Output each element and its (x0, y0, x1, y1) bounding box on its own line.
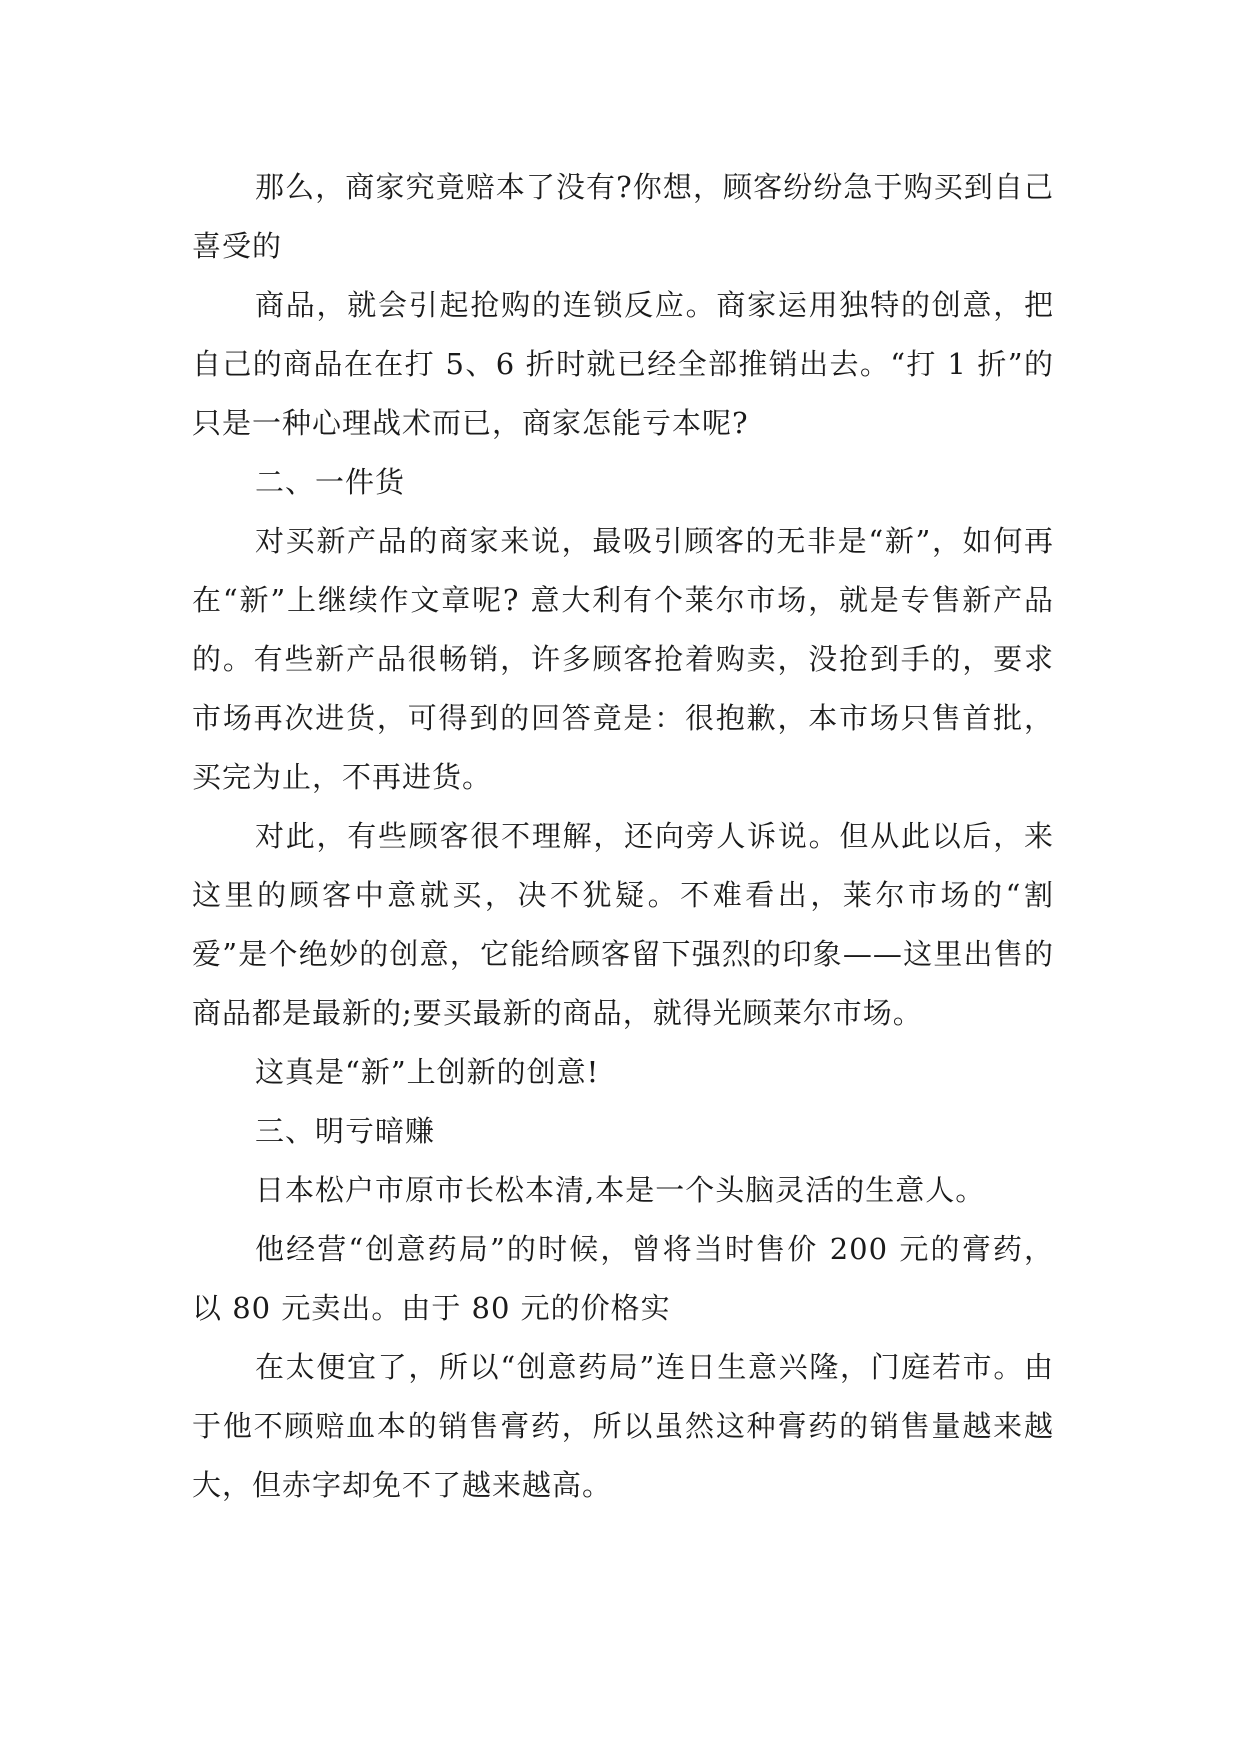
paragraph: 商品，就会引起抢购的连锁反应。商家运用独特的创意，把自己的商品在在打 5、6 折时就已经全部推销出去。“打 1 折”的只是一种心理战术而已，商家怎能亏本呢? (192, 288, 1054, 440)
paragraph: 对此，有些顾客很不理解，还向旁人诉说。但从此以后，来这里的顾客中意就买，决不犹疑。不难看出，莱尔市场的“割爱”是个绝妙的创意，它能给顾客留下强烈的印象——这里出售的商品都是最新的;要买最新的商品，就得光顾莱尔市场。 (192, 819, 1054, 1030)
paragraph: 那么，商家究竟赔本了没有?你想，顾客纷纷急于购买到自己喜受的 (192, 170, 1054, 263)
paragraph: 他经营“创意药局”的时候，曾将当时售价 200 元的膏药，以 80 元卖出。由于 80 元的价格实 (192, 1232, 1054, 1325)
document-page (192, 158, 1054, 1515)
paragraph: 在太便宜了，所以“创意药局”连日生意兴隆，门庭若市。由于他不顾赔血本的销售膏药，所以虽然这种膏药的销售量越来越大，但赤字却免不了越来越高。 (192, 1350, 1054, 1502)
paragraph: 日本松户市原市长松本清,本是一个头脑灵活的生意人。 (255, 1173, 986, 1207)
paragraph: 对买新产品的商家来说，最吸引顾客的无非是“新”，如何再在“新”上继续作文章呢? 意大利有个莱尔市场，就是专售新产品的。有些新产品很畅销，许多顾客抢着购卖，没抢到手的，要求市场再次进货，可得到的回答竟是：很抱歉，本市场只售首批，买完为止，不再进货。 (192, 524, 1054, 794)
section-heading: 二、一件货 (255, 465, 406, 499)
section-heading: 三、明亏暗赚 (255, 1114, 436, 1148)
paragraph: 这真是“新”上创新的创意! (255, 1055, 600, 1089)
